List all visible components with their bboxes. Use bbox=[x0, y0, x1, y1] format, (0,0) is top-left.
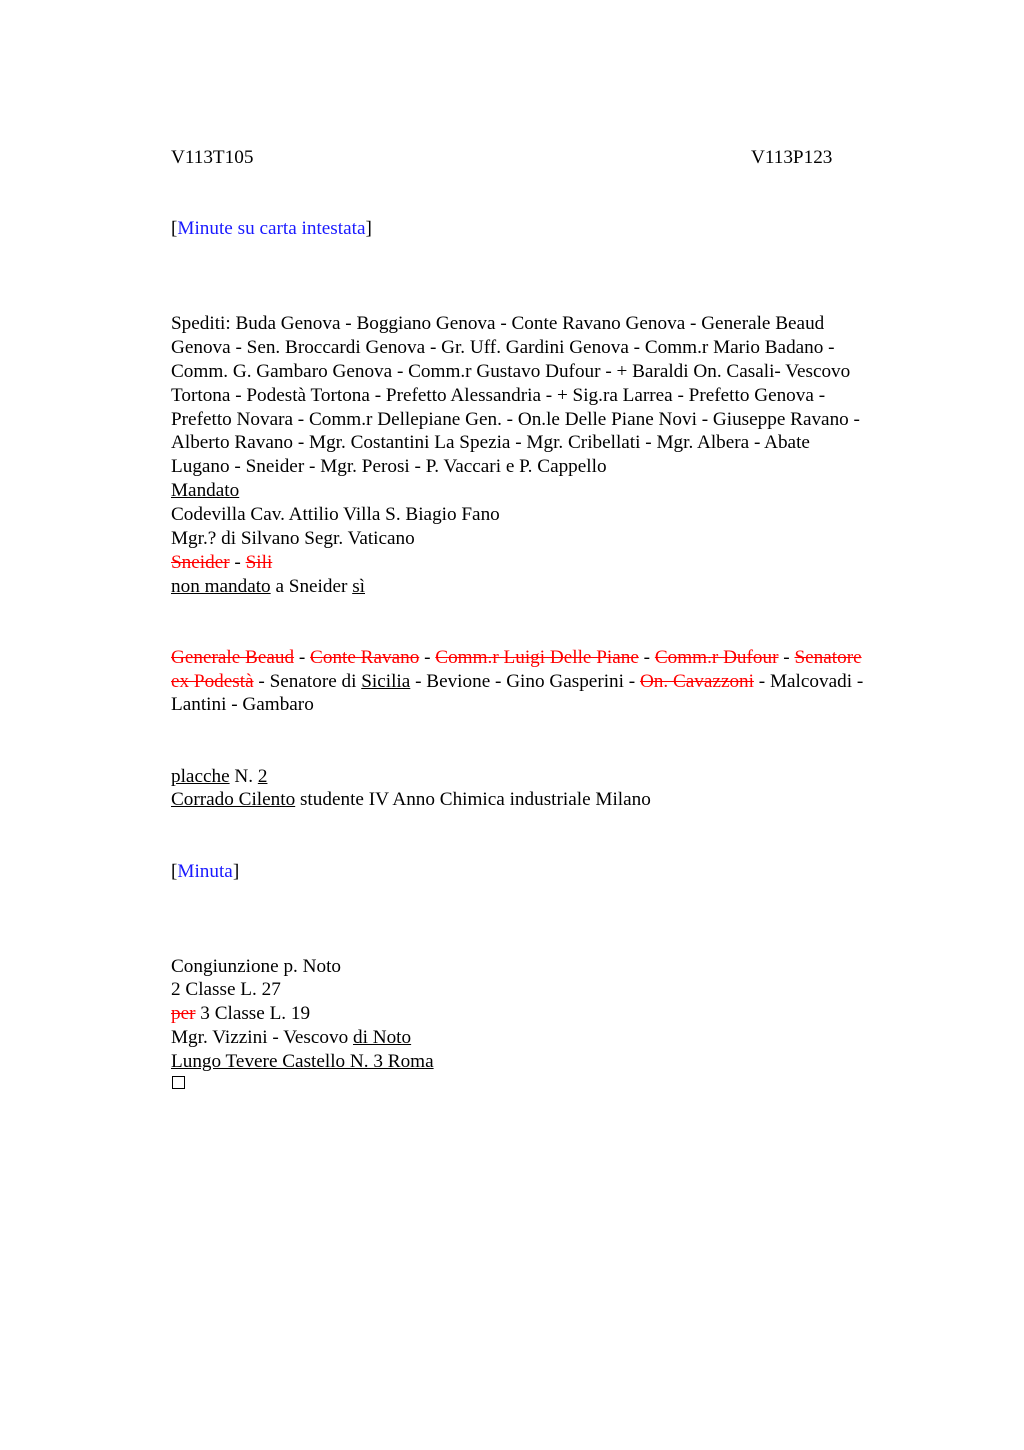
editorial-note-minute bbox=[171, 217, 372, 241]
n-label: N. bbox=[229, 766, 258, 787]
spediti-line-7: Lugano - Sneider - Mgr. Perosi - P. Vaccari e P. Cappello bbox=[171, 456, 607, 477]
vizzini-line bbox=[171, 1026, 411, 1050]
struck-sili: Sili bbox=[245, 552, 273, 573]
mandato-line-2: Mgr.? di Silvano Segr. Vaticano bbox=[171, 528, 415, 549]
bracket-open: [ bbox=[171, 861, 178, 882]
struck-ex-podesta: ex Podestà bbox=[171, 671, 254, 692]
corrado-line bbox=[171, 788, 651, 812]
struck-comm-dufour: Comm.r Dufour bbox=[654, 647, 779, 668]
separator: - bbox=[294, 647, 311, 668]
section2-line-3: Lantini - Gambaro bbox=[171, 694, 314, 715]
placche-line bbox=[171, 765, 267, 789]
placche-text: placche bbox=[171, 766, 230, 787]
editorial-note-text: Minuta bbox=[177, 861, 233, 882]
malcovadi-text: - Malcovadi - bbox=[753, 671, 864, 692]
dash-separator: - bbox=[229, 552, 246, 573]
struck-names-line bbox=[171, 551, 272, 575]
spediti-line-5: Prefetto Novara - Comm.r Dellepiane Gen. - On.le Delle Piane Novi - Giuseppe Ravano - bbox=[171, 409, 860, 430]
spediti-line-6: Alberto Ravano - Mgr. Costantini La Spezia - Mgr. Cribellati - Mgr. Albera - Abate bbox=[171, 432, 810, 453]
editorial-note-text: Minute su carta intestata bbox=[177, 218, 366, 239]
right-document-code: V113P123 bbox=[751, 147, 833, 168]
congiunzione-line: Congiunzione p. Noto bbox=[171, 956, 342, 977]
separator: - bbox=[638, 647, 655, 668]
mandato-heading: Mandato bbox=[171, 480, 240, 501]
classe-2-line: 2 Classe L. 27 bbox=[171, 979, 281, 1000]
struck-conte-ravano: Conte Ravano bbox=[310, 647, 420, 668]
editorial-note-minuta bbox=[171, 860, 239, 884]
bracket-close: ] bbox=[365, 218, 372, 239]
non-mandato-text: non mandato bbox=[171, 576, 271, 597]
di-noto-text: di Noto bbox=[353, 1027, 412, 1048]
corrado-cilento-text: Corrado Cilento bbox=[171, 789, 296, 810]
placche-count: 2 bbox=[257, 766, 268, 787]
struck-per: per bbox=[171, 1003, 196, 1024]
struck-sneider: Sneider bbox=[171, 552, 230, 573]
mandato-line-1: Codevilla Cav. Attilio Villa S. Biagio Fano bbox=[171, 504, 500, 525]
section2-line-2 bbox=[171, 670, 863, 694]
classe-3-line bbox=[171, 1002, 310, 1026]
spediti-line-3: Comm. G. Gambaro Genova - Comm.r Gustavo Dufour - + Baraldi On. Casali- Vescovo bbox=[171, 361, 851, 382]
vizzini-text: Mgr. Vizzini - Vescovo bbox=[171, 1027, 353, 1048]
spediti-line-4: Tortona - Podestà Tortona - Prefetto Alessandria - + Sig.ra Larrea - Prefetto Genova - bbox=[171, 385, 826, 406]
si-text: sì bbox=[352, 576, 365, 597]
section2-line-1 bbox=[171, 646, 862, 670]
bracket-close: ] bbox=[232, 861, 240, 882]
non-mandato-line bbox=[171, 575, 365, 599]
empty-box-glyph bbox=[172, 1076, 185, 1089]
senatore-di-text: - Senatore di bbox=[253, 671, 362, 692]
bracket-open: [ bbox=[171, 218, 178, 239]
left-document-code: V113T105 bbox=[171, 147, 254, 168]
struck-senatore: Senatore bbox=[794, 647, 862, 668]
struck-on-cavazzoni: On. Cavazzoni bbox=[639, 671, 754, 692]
spediti-line-2: Genova - Sen. Broccardi Genova - Gr. Uff. Gardini Genova - Comm.r Mario Badano - bbox=[171, 337, 835, 358]
struck-comm-luigi-delle-piane: Comm.r Luigi Delle Piane bbox=[435, 647, 639, 668]
studente-text: studente IV Anno Chimica industriale Milano bbox=[295, 789, 651, 810]
separator: - bbox=[419, 647, 436, 668]
mid-names-text: - Bevione - Gino Gasperini - bbox=[410, 671, 640, 692]
struck-generale-beaud: Generale Beaud bbox=[171, 647, 295, 668]
spediti-line-1: Spediti: Buda Genova - Boggiano Genova - Conte Ravano Genova - Generale Beaud bbox=[171, 313, 825, 334]
separator: - bbox=[778, 647, 795, 668]
a-sneider-text: a Sneider bbox=[270, 576, 353, 597]
sicilia-text: Sicilia bbox=[361, 671, 411, 692]
address-line: Lungo Tevere Castello N. 3 Roma bbox=[171, 1051, 434, 1072]
classe-3-text: 3 Classe L. 19 bbox=[195, 1003, 311, 1024]
